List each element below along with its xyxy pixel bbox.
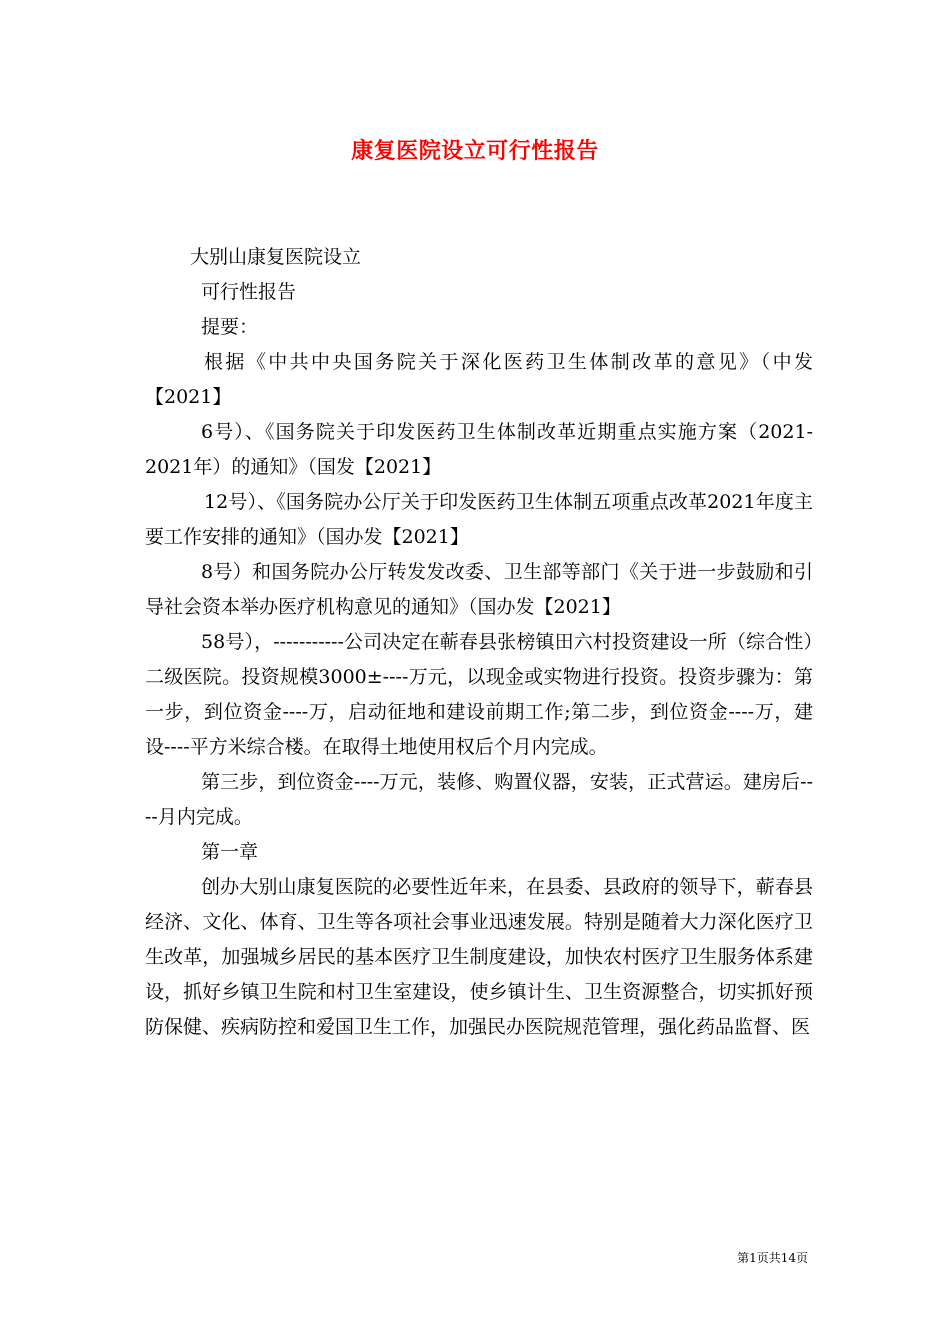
paragraph-step-three: 第三步，到位资金----万元，装修、购置仪器，安装，正式营运。建房后----月内完成。 bbox=[145, 771, 813, 828]
document-body bbox=[145, 240, 813, 1045]
paragraph-hospital-name: 大别山康复医院设立 bbox=[190, 246, 362, 268]
chapter-heading: 第一章 bbox=[201, 841, 259, 863]
document-title: 康复医院设立可行性报告 bbox=[351, 138, 599, 164]
paragraph-basis-3: 12号）、《国务院办公厅关于印发医药卫生体制五项重点改革2021年度主要工作安排的通知》（国办发【2021】 bbox=[145, 491, 813, 548]
paragraph-investment-plan: 58号），-----------公司决定在蕲春县张榜镇田六村投资建设一所（综合性）二级医院。投资规模3000±----万元，以现金或实物进行投资。投资步骤为：第一步，到位资金----万，启动征地和建设前期工作;第二步，到位资金----万，建设----平方米综合楼。在取得土地使用权后个月内完成。 bbox=[145, 631, 813, 758]
paragraph-report-label: 可行性报告 bbox=[201, 281, 297, 303]
paragraph-necessity: 创办大别山康复医院的必要性近年来，在县委、县政府的领导下，蕲春县经济、文化、体育、卫生等各项社会事业迅速发展。特别是随着大力深化医疗卫生改革，加强城乡居民的基本医疗卫生制度建设，加快农村医疗卫生服务体系建设，抓好乡镇卫生院和村卫生室建设，使乡镇计生、卫生资源整合，切实抓好预防保健、疾病防控和爱国卫生工作，加强民办医院规范管理，强化药品监督、医 bbox=[145, 876, 813, 1038]
paragraph-basis-1: 根据《中共中央国务院关于深化医药卫生体制改革的意见》（中发【2021】 bbox=[145, 351, 813, 408]
page-number-footer: 第1页共14页 bbox=[737, 1251, 808, 1265]
paragraph-summary-label: 提要： bbox=[201, 316, 259, 338]
paragraph-basis-2: 6号）、《国务院关于印发医药卫生体制改革近期重点实施方案（2021-2021年）的通知》（国发【2021】 bbox=[145, 421, 813, 478]
paragraph-basis-4: 8号）和国务院办公厅转发发改委、卫生部等部门《关于进一步鼓励和引导社会资本举办医疗机构意见的通知》（国办发【2021】 bbox=[145, 561, 813, 618]
